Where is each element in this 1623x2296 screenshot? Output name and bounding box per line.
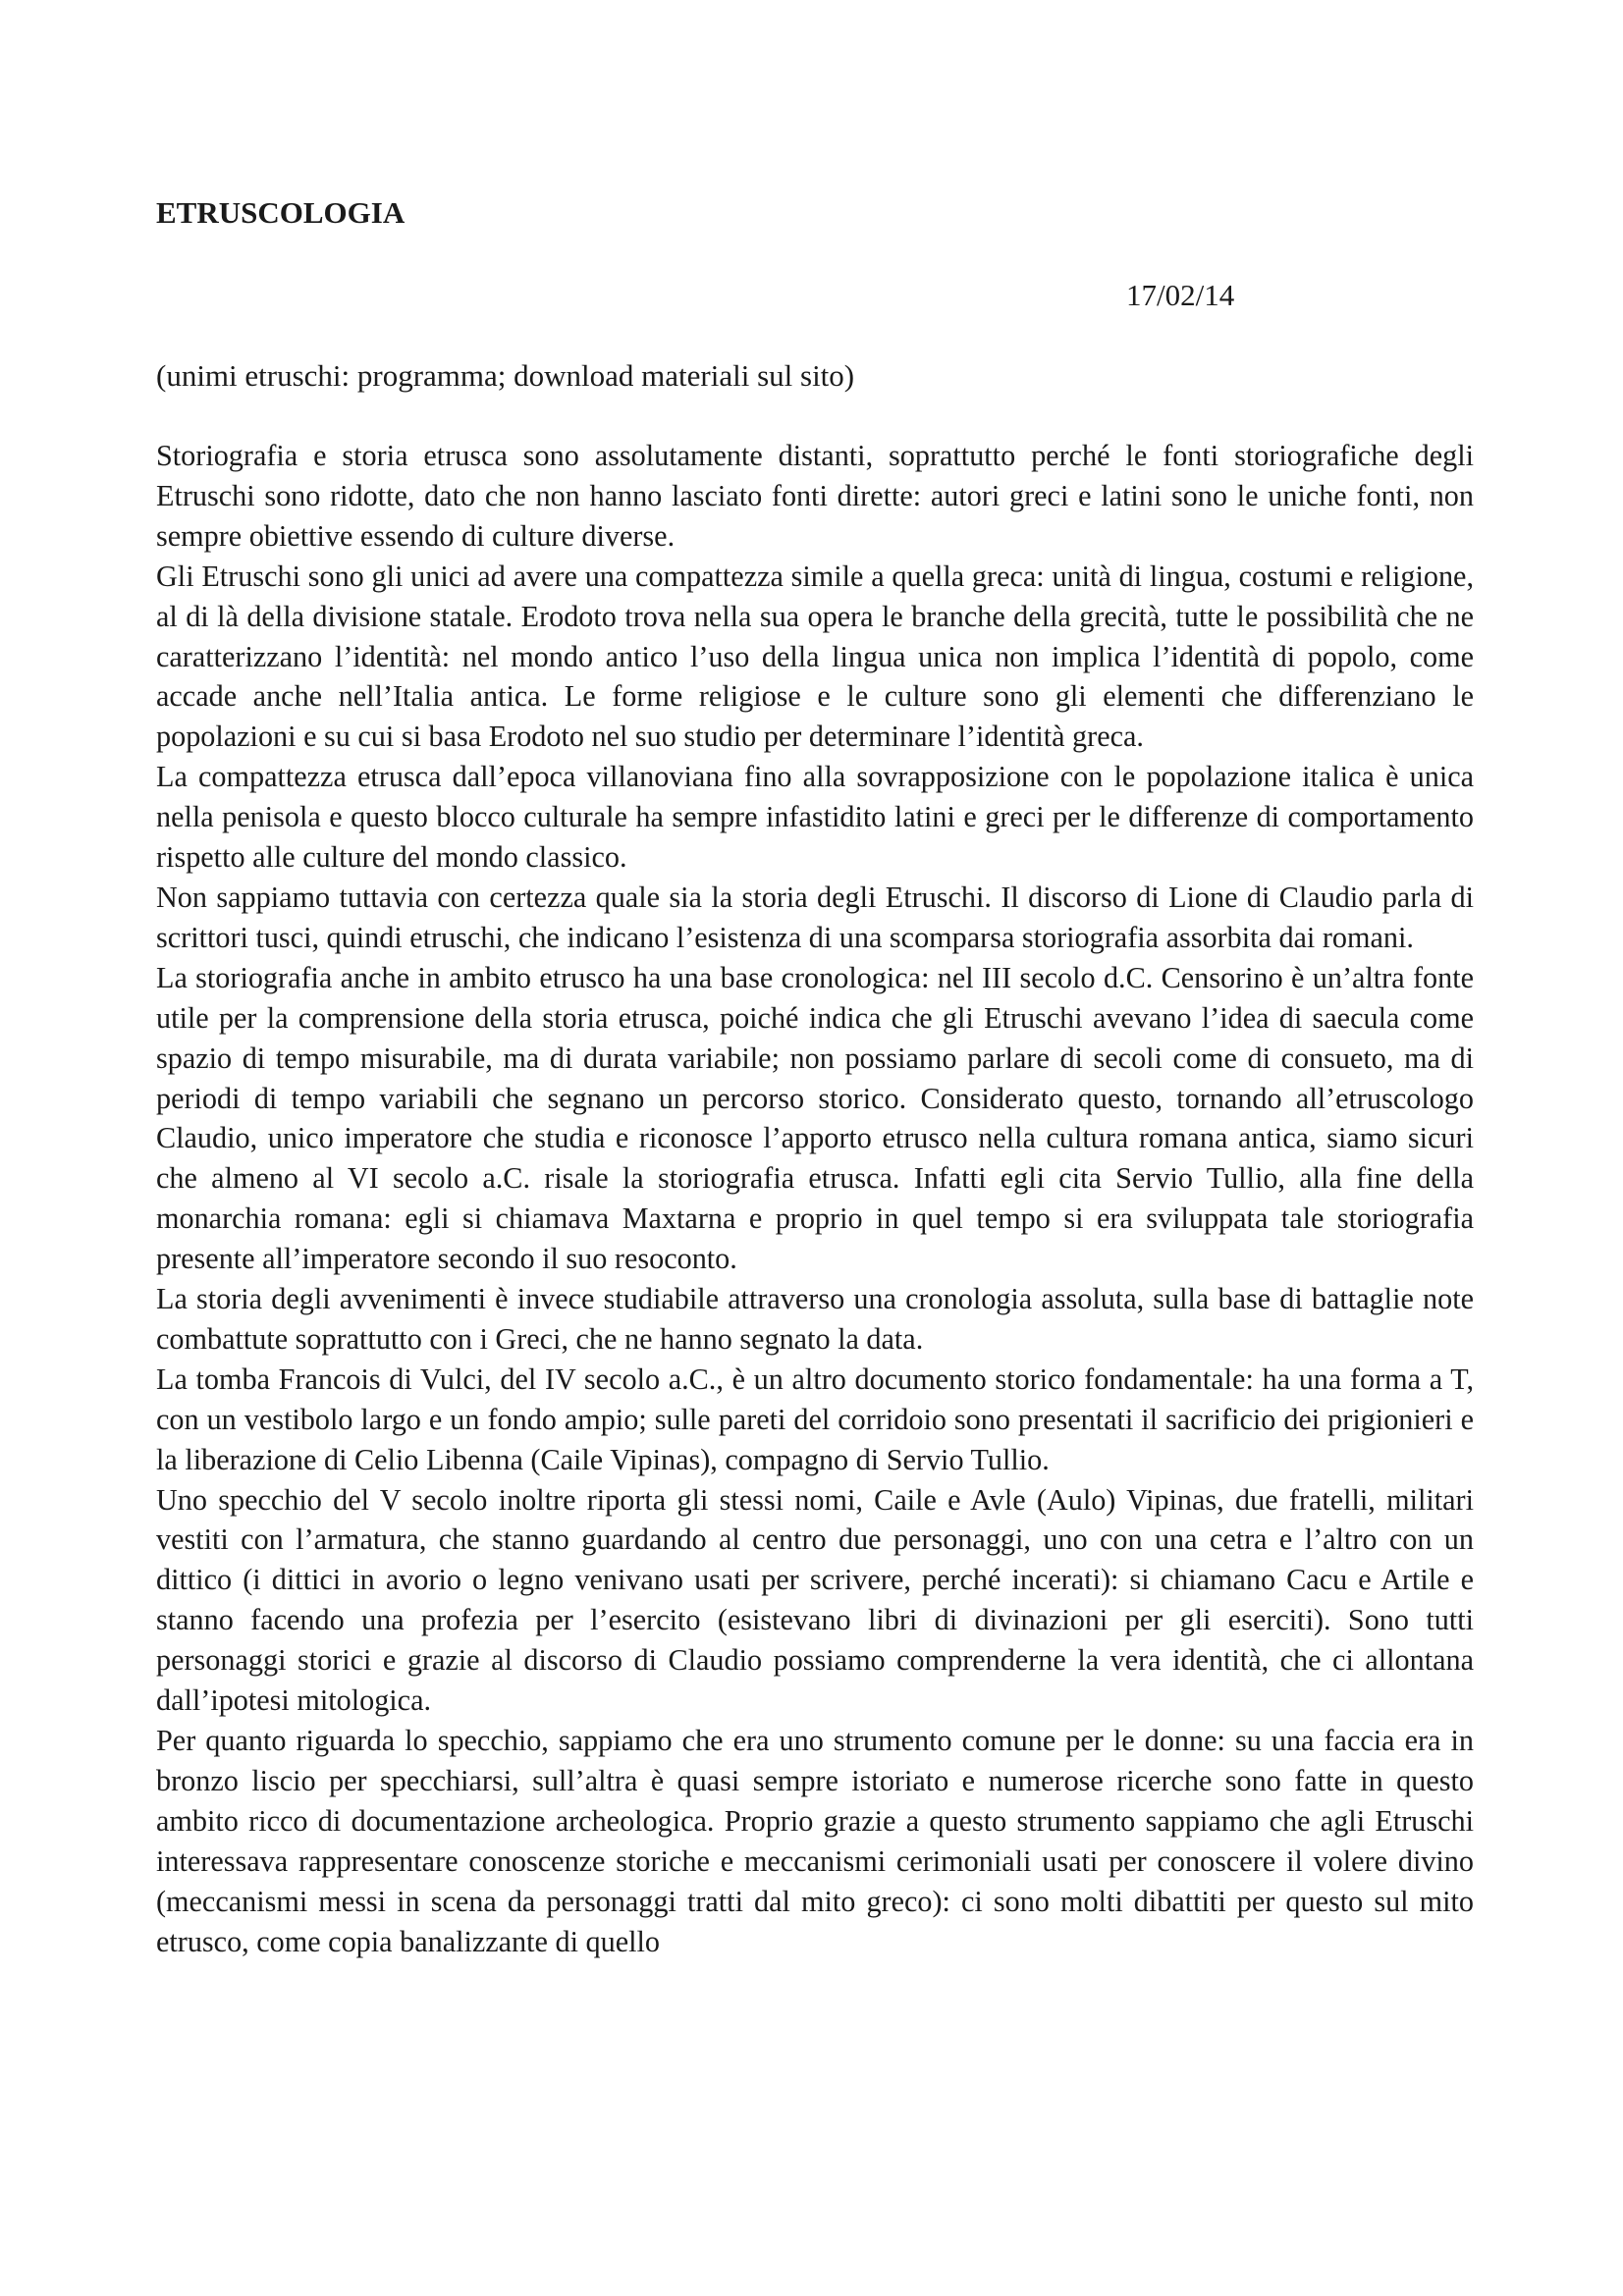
paragraph: Per quanto riguarda lo specchio, sappiamo che era uno strumento comune per le donne: su una faccia era in bronzo liscio per specchiarsi, sull’altra è quasi sempre istoriato e numerose ricerche sono fatte in questo ambito ricco di documentazione archeologica. Proprio grazie a questo strumento sappiamo che agli Etruschi interessava rappresentare conoscenze storiche e meccanismi cerimoniali usati per conoscere il volere divino (meccanismi messi in scena da personaggi tratti dal mito greco): ci sono molti dibattiti per questo sul mito etrusco, come copia banalizzante di quello xyxy=(156,1724,1474,1958)
document-title: ETRUSCOLOGIA xyxy=(156,195,406,230)
paragraph: Gli Etruschi sono gli unici ad avere una compattezza simile a quella greca: unità di lingua, costumi e religione, al di là della divisione statale. Erodoto trova nella sua opera le branche della grecità, tutte le possibilità che ne caratterizzano l’identità: nel mondo antico l’uso della lingua unica non implica l’identità di popolo, come accade anche nell’Italia antica. Le forme religiose e le culture sono gli elementi che differenziano le popolazioni e su cui si basa Erodoto nel suo studio per determinare l’identità greca. xyxy=(156,559,1474,754)
paragraph: La storiografia anche in ambito etrusco ha una base cronologica: nel III secolo d.C. Censorino è un’altra fonte utile per la comprensione della storia etrusca, poiché indica che gli Etruschi avevano l’idea di saecula come spazio di tempo misurabile, ma di durata variabile; non possiamo parlare di secoli come di consueto, ma di periodi di tempo variabili che segnano un percorso storico. Considerato questo, tornando all’etruscologo Claudio, unico imperatore che studia e riconosce l’apporto etrusco nella cultura romana antica, siamo sicuri che almeno al VI secolo a.C. risale la storiografia etrusca. Infatti egli cita Servio Tullio, alla fine della monarchia romana: egli si chiamava Maxtarna e proprio in quel tempo si era sviluppata tale storiografia presente all’imperatore secondo il suo resoconto. xyxy=(156,960,1474,1276)
paragraph: Non sappiamo tuttavia con certezza quale sia la storia degli Etruschi. Il discorso di Lione di Claudio parla di scrittori tusci, quindi etruschi, che indicano l’esistenza di una scomparsa storiografia assorbita dai romani. xyxy=(156,880,1474,954)
document-date: 17/02/14 xyxy=(1126,278,1235,312)
document-body xyxy=(156,436,1474,1961)
paragraph: La storia degli avvenimenti è invece studiabile attraverso una cronologia assoluta, sulla base di battaglie note combattute soprattutto con i Greci, che ne hanno segnato la data. xyxy=(156,1282,1474,1356)
paragraph: Storiografia e storia etrusca sono assolutamente distanti, soprattutto perché le fonti storiografiche degli Etruschi sono ridotte, dato che non hanno lasciato fonti dirette: autori greci e latini sono le uniche fonti, non sempre obiettive essendo di culture diverse. xyxy=(156,439,1474,553)
paragraph: Uno specchio del V secolo inoltre riporta gli stessi nomi, Caile e Avle (Aulo) Vipinas, due fratelli, militari vestiti con l’armatura, che stanno guardando al centro due personaggi, uno con una cetra e l’altro con un dittico (i dittici in avorio o legno venivano usati per scrivere, perché incerati): si chiamano Cacu e Artile e stanno facendo una profezia per l’esercito (esistevano libri di divinazioni per gli eserciti). Sono tutti personaggi storici e grazie al discorso di Claudio possiamo comprenderne la vera identità, che ci allontana dall’ipotesi mitologica. xyxy=(156,1482,1474,1718)
paragraph: La tomba Francois di Vulci, del IV secolo a.C., è un altro documento storico fondamentale: ha una forma a T, con un vestibolo largo e un fondo ampio; sulle pareti del corridoio sono presentati il sacrificio dei prigionieri e la liberazione di Celio Libenna (Caile Vipinas), compagno di Servio Tullio. xyxy=(156,1362,1474,1476)
document-note: (unimi etruschi: programma; download materiali sul sito) xyxy=(156,358,855,393)
paragraph: La compattezza etrusca dall’epoca villanoviana fino alla sovrapposizione con le popolazione italica è unica nella penisola e questo blocco culturale ha sempre infastidito latini e greci per le differenze di comportamento rispetto alle culture del mondo classico. xyxy=(156,760,1474,875)
